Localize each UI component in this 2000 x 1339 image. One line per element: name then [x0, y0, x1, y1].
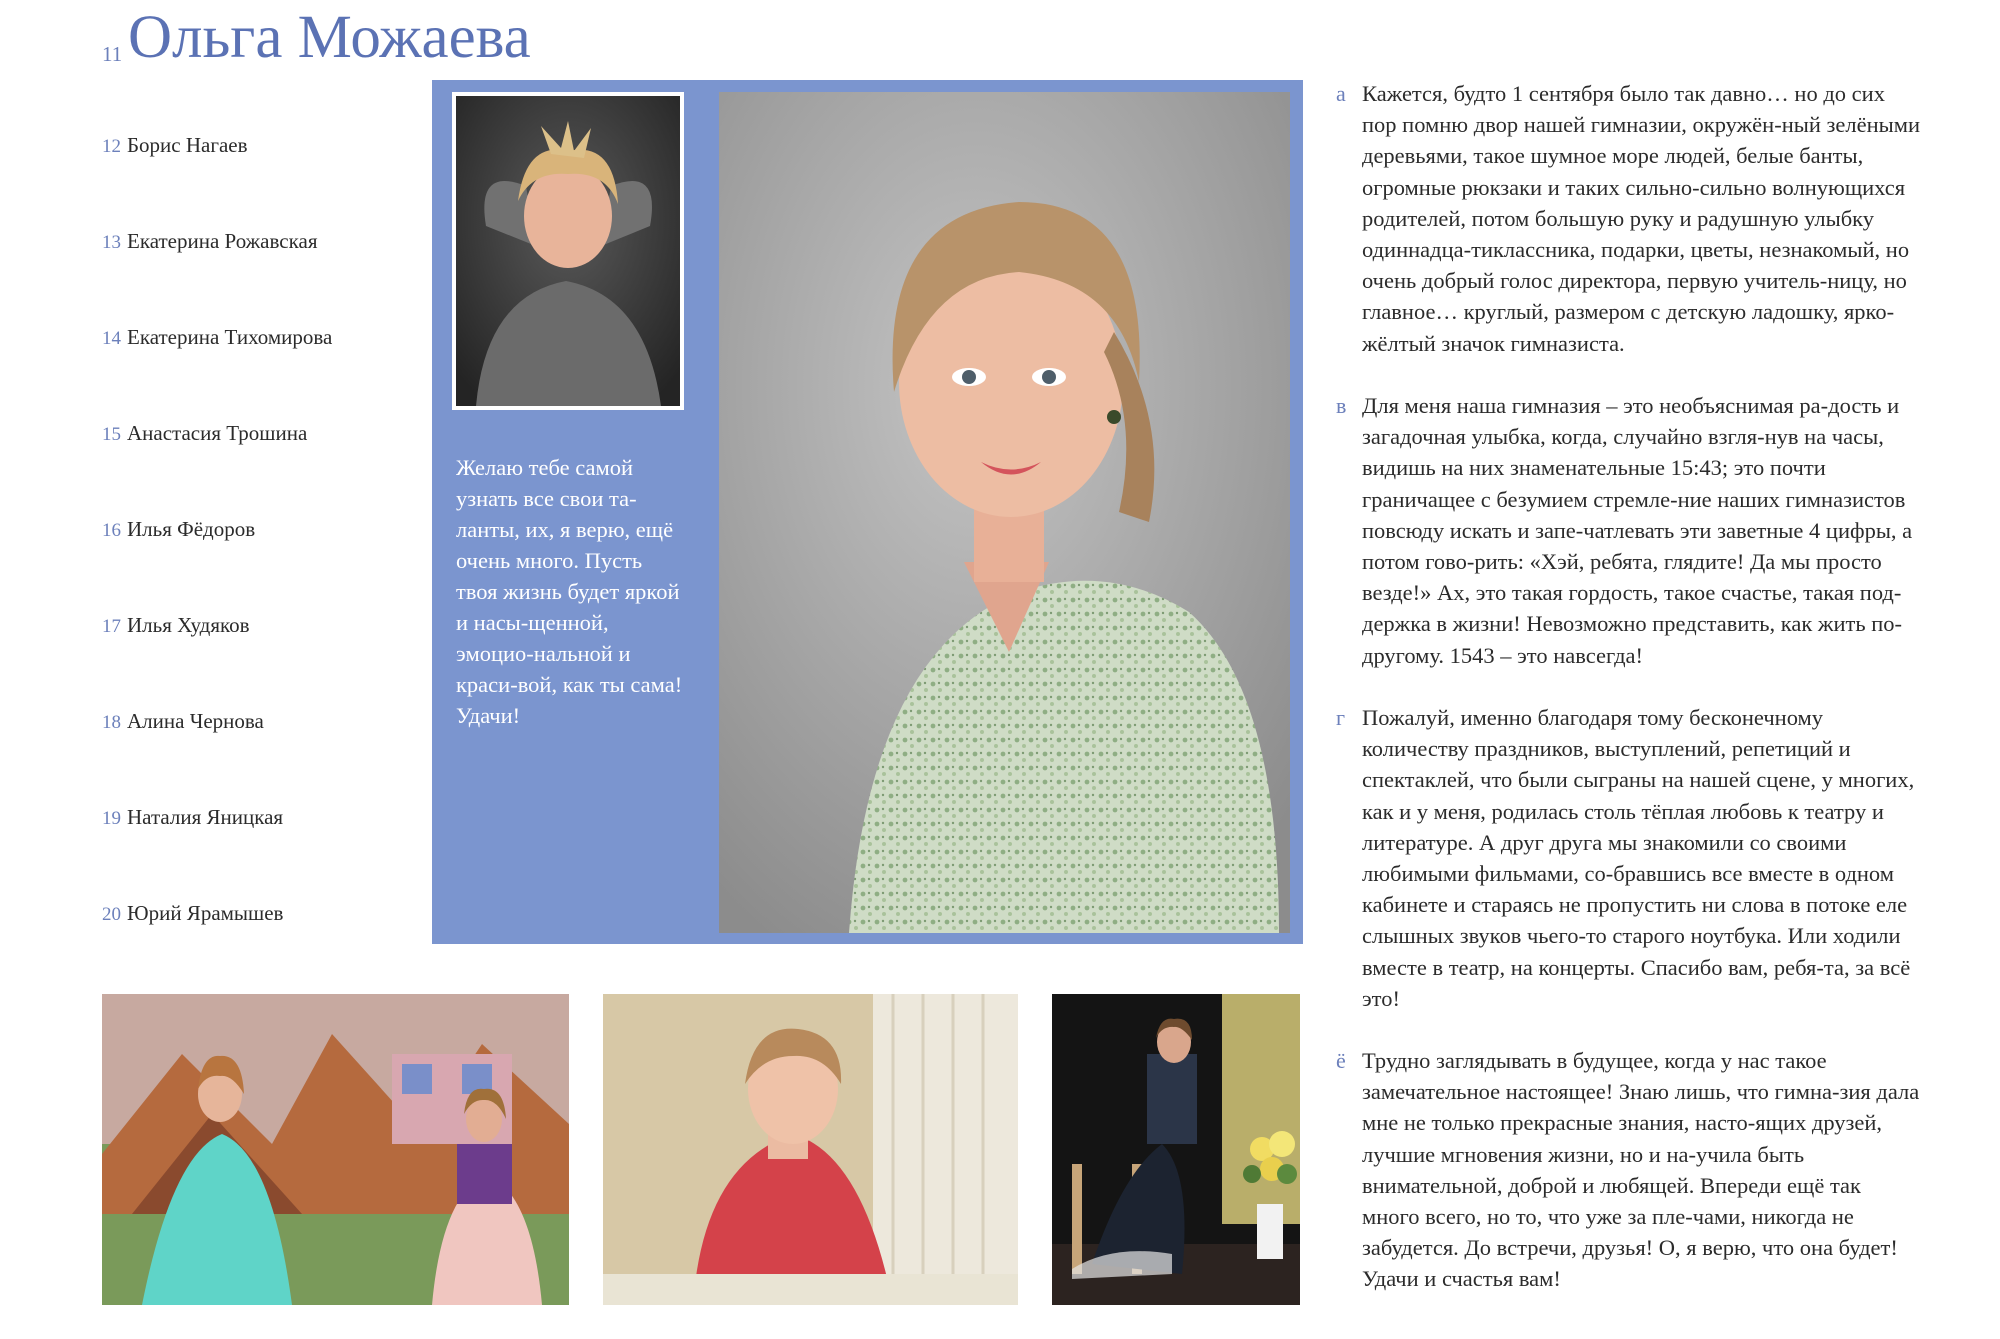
list-item-number: 20 [102, 904, 121, 925]
list-item-name: Алина Чернова [127, 709, 264, 733]
list-item [102, 612, 250, 640]
paragraph-text: Трудно заглядывать в будущее, когда у нас такое замечательное настоящее! Знаю лишь, что гимна-зия дала мне не только прекрасные знания, насто-ящих друзей, лучшие мгновения жизни, но и на-учила быть внимательной, доброй и любящей. Впереди ещё так много всего, но то, что уже за пле-чами, никогда не забудется. До встречи, друзья! О, я верю, что она будет! Удачи и счастья вам! [1362, 1048, 1920, 1292]
paragraph [1336, 1045, 1922, 1295]
paragraph [1336, 78, 1922, 359]
list-item-name: Юрий Ярамышев [127, 901, 284, 925]
list-item [102, 228, 317, 256]
paragraph-marker: в [1336, 393, 1347, 418]
list-item-number: 12 [102, 136, 121, 157]
list-item-name: Илья Худяков [127, 613, 250, 637]
paragraph-marker: ё [1336, 1048, 1346, 1073]
paragraph-text: Для меня наша гимназия – это необъяснимая ра-дость и загадочная улыбка, когда, случайно взгля-нув на часы, видишь на них знаменательные 15:43; это почти граничащее с безумием стремле-ние наших гимназистов повсюду искать и запе-чатлевать эти заветные 4 цифры, а потом гово-рить: «Хэй, ребята, глядите! Да мы просто везде!» Ах, это такая гордость, такое счастье, такая под-держка в жизни! Невозможно представить, как жить по-другому. 1543 – это навсегда! [1362, 393, 1913, 668]
list-item-number: 13 [102, 232, 121, 253]
list-item-name: Илья Фёдоров [127, 517, 256, 541]
list-item-name: Екатерина Рожавская [127, 229, 318, 253]
list-item [102, 804, 283, 832]
list-item [102, 900, 283, 928]
list-item-name: Наталия Яницкая [127, 805, 284, 829]
portrait-photo [719, 92, 1290, 933]
list-item-number: 17 [102, 616, 121, 637]
desk-photo [603, 994, 1018, 1305]
list-item [102, 420, 307, 448]
list-item-number: 14 [102, 328, 121, 349]
list-item-name: Екатерина Тихомирова [127, 325, 333, 349]
stage-photo [102, 994, 569, 1305]
list-item-name: Борис Нагаев [127, 133, 248, 157]
wish-text: Желаю тебе самой узнать все свои та-ланты, их, я верю, ещё очень много. Пусть твоя жизнь будет яркой и насы-щенной, эмоцио-нальной и краси-вой, как ты сама! Удачи! [456, 455, 683, 728]
childhood-photo [452, 92, 684, 410]
paragraph-text: Кажется, будто 1 сентября было так давно… но до сих пор помню двор нашей гимназии, окружён-ный зелёными деревьями, такое шумное море людей, белые банты, огромные рюкзаки и таких сильно-сильно волнующихся родителей, потом большую руку и радушную улыбку одиннадца-тиклассника, подарки, цветы, незнакомый, но очень добрый голос директора, первую учитель-ницу, но главное… круглый, размером с детскую ладошку, ярко-жёлтый значок гимназиста. [1362, 81, 1921, 356]
list-item-number: 19 [102, 808, 121, 829]
paragraph-marker: г [1336, 705, 1346, 730]
page-title: Ольга Можаева [128, 4, 531, 71]
list-item-number: 16 [102, 520, 121, 541]
list-item-number: 15 [102, 424, 121, 445]
list-item [102, 324, 332, 352]
list-item [102, 132, 248, 160]
paragraph [1336, 702, 1922, 1014]
paragraph-text: Пожалуй, именно благодаря тому бесконечному количеству праздников, выступлений, репетиций и спектаклей, что были сыграны на нашей сцене, у многих, как и у меня, родилась столь тёплая любовь к театру и литературе. А друг друга мы знакомили со своими любимыми фильмами, со-бравшись все вместе в одном кабинете и стараясь не пропустить ни слова в потоке еле слышных звуков чьего-то старого ноутбука. Или ходили вместе в театр, на концерты. Спасибо вам, ребя-та, за всё это! [1362, 705, 1915, 1011]
list-item [102, 708, 264, 736]
list-item-name: Анастасия Трошина [127, 421, 308, 445]
page-number: 11 [102, 42, 123, 66]
theatre-photo [1052, 994, 1300, 1305]
list-item [102, 516, 255, 544]
list-item-number: 18 [102, 712, 121, 733]
paragraph-marker: а [1336, 81, 1346, 106]
paragraph [1336, 390, 1922, 671]
